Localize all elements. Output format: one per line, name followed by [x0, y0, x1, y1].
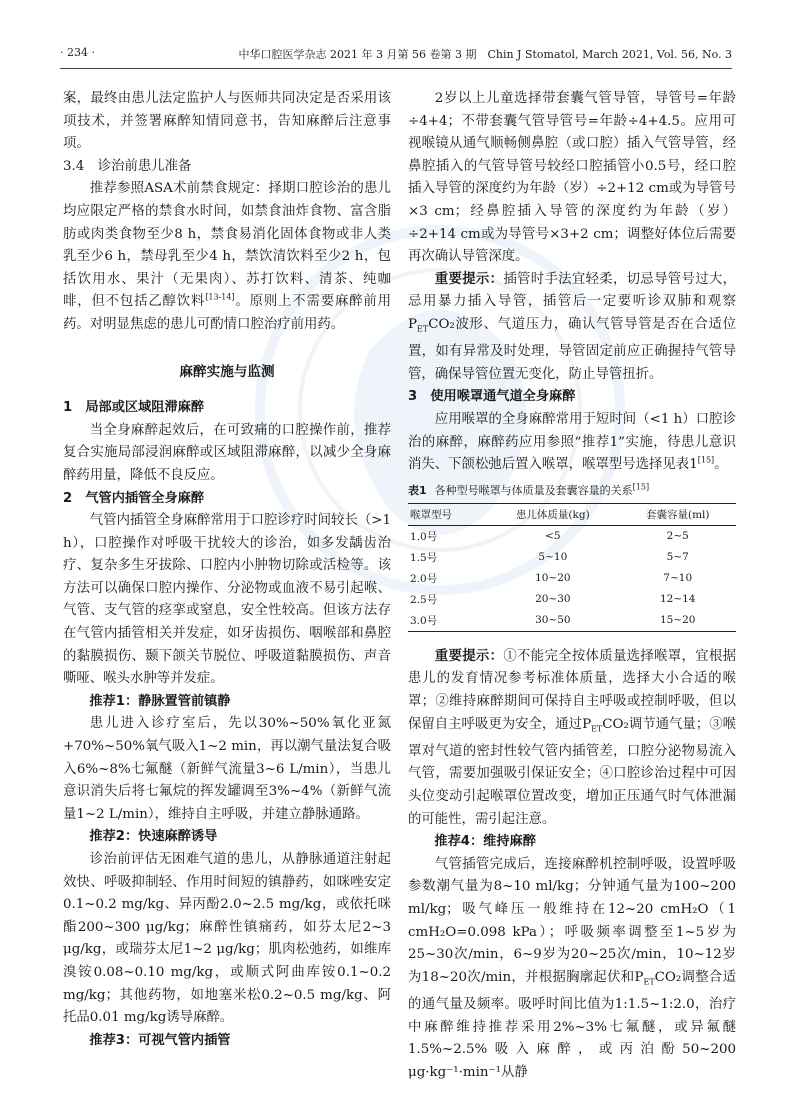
paragraph: 当全身麻醉起效后，在可致痛的口腔操作前，推荐复合实施局部浸润麻醉或区域阻滞麻醉，以减少全身麻醉药用量，降低不良反应。: [63, 422, 391, 483]
heading-laryngeal-mask: 3 使用喉罩通气道全身麻醉: [408, 389, 576, 405]
left-column: [63, 88, 391, 1052]
page-number: · 234 ·: [60, 46, 95, 59]
subsection-heading-3-4: 3.4 诊治前患儿准备: [63, 158, 192, 174]
paragraph: 患儿进入诊疗室后，先以30%~50%氧化亚氮+70%~50%氧气吸入1~2 min，再以潮气量法复合吸入6%~8%七氟醚（新鲜气流量3~6 L/min），当患儿意识消失后将七氟烷的挥发罐调至3%~4%（新鲜气流量1~2 L/min），维持自主呼吸，并建立静脉通路。: [63, 716, 391, 822]
heading-intubation: 2 气管内插管全身麻醉: [63, 490, 205, 506]
table-row: 1.0号 <5 2~5: [410, 530, 689, 543]
paragraph: 气管内插管全身麻醉常用于口腔诊疗时间较长（>1 h），口腔操作对呼吸干扰较大的诊治，如多发龋齿治疗、复杂多生牙拔除、口腔内小肿物切除或活检等。该方法可以确保口腔内操作、分泌物或血液不易引起喉、气管、支气管的痉挛或窒息，安全性较高。但该方法存在气管内插管相关并发症，如牙齿损伤、咽喉部和鼻腔的黏膜损伤、颞下颌关节脱位、呼吸道黏膜损伤、声音嘶哑、喉头水肿等并发症。: [63, 513, 391, 687]
page-header: [60, 46, 732, 66]
paragraph: 诊治前评估无困难气道的患儿，从静脉通道注射起效快、呼吸抑制轻、作用时间短的镇静药，如咪唑安定0.1~0.2 mg/kg、异丙酚2.0~2.5 mg/kg，或依托咪酯200~300 μg/kg；麻醉性镇痛药，如芬太尼2~3 μg/kg，或瑞芬太尼1~2 μg/kg；肌肉松弛药，如维库溴铵0.08~0.10 mg/kg，或顺式阿曲库铵0.1~0.2 mg/kg；其他药物，如地塞米松0.2~0.5 mg/kg、阿托品0.01 mg/kg诱导麻醉。: [63, 852, 391, 1026]
table-row: 2.5号 20~30 12~14: [410, 593, 696, 606]
journal-citation: 中华口腔医学杂志 2021 年 3 月第 56 卷第 3 期 Chin J Stomatol, March 2021, Vol. 56, No. 3: [238, 48, 732, 61]
table-row: 3.0号 30~50 15~20: [408, 610, 736, 632]
important-tip-2: 重要提示：①不能完全按体质量选择喉罩，宜根据患儿的发育情况参考标准体质量，选择大小合适的喉罩；②维持麻醉期间可保持自主呼吸或控制呼吸，但以保留自主呼吸更为安全，通过$P_{ET}CO_2$调节通气量；③喉罩对气道的密封性较气管内插管差，口腔分泌物易流入气管，需要加强吸引保证安全；④口腔诊治过程中可因头位变动引起喉罩位置改变，增加正压通气时气体泄漏的可能性，需引起注意。: [408, 648, 737, 827]
section-heading: 麻醉实施与监测: [179, 363, 275, 380]
recommendation-1-heading: 推荐1：静脉置管前镇静: [89, 693, 231, 709]
table-header-row: [408, 503, 736, 525]
column-header: 喉罩型号: [410, 508, 452, 521]
reference-mark: [13‑14]: [205, 292, 235, 302]
table-row: 2.0号 10~20 7~10: [410, 572, 693, 585]
right-column: [408, 88, 736, 1084]
paragraph: 应用喉罩的全身麻醉常用于短时间（<1 h）口腔诊治的麻醉，麻醉药应用参照“推荐1”实施，待患儿意识消失、下颌松弛后置入喉罩，喉罩型号选择见表1[15]。: [408, 411, 736, 473]
laryngeal-mask-table: [408, 503, 736, 632]
reference-mark: [15]: [697, 455, 715, 465]
paragraph-ventilation: 气管插管完成后，连接麻醉机控制呼吸，设置呼吸参数潮气量为8~10 ml/kg；分钟通气量为100~200 ml/kg；吸气峰压一般维持在12~20 cmH₂O（1 cmH₂O=0.098 kPa）；呼吸频率调整至1~5岁为25~30次/min，6~9岁为20~25次/min，10~12岁为18~20次/min，并根据胸廓起伏和$P_{ET}CO_2$调整合适的通气量及频率。吸呼时间比值为1:1.5~1:2.0，治疗中麻醉维持推荐采用2%~3%七氟醚，或异氟醚1.5%~2.5%吸入麻醉，或丙泊酚50~200 μg·kg⁻¹·min⁻¹从静: [408, 856, 736, 1080]
paragraph: 案，最终由患儿法定监护人与医师共同决定是否采用该项技术，并签署麻醉知情同意书，告知麻醉后注意事项。: [63, 91, 391, 152]
heading-local-anesthesia: 1 局部或区域阻滞麻醉: [63, 400, 205, 416]
recommendation-3-heading: 推荐3：可视气管内插管: [89, 1032, 231, 1048]
paragraph-fasting: 推荐参照ASA术前禁食规定：择期口腔诊治的患儿均应限定严格的禁食水时间，如禁食油炸食物、富含脂肪或肉类食物至少8 h，禁食易消化固体食物或非人类乳至少6 h，禁母乳至少4 h，禁饮清饮料至少2 h，包括饮用水、果汁（无果肉）、苏打饮料、清茶、纯咖啡，但不包括乙醇饮料[13‑14]。原则上不需要麻醉前用药。对明显焦虑的患儿可酌情口腔治疗前用药。: [63, 181, 392, 332]
column-header: 套囊容量(ml): [645, 508, 710, 521]
recommendation-4-heading: 推荐4：维持麻醉: [434, 834, 536, 850]
table-row: 1.5号 5~10 5~7: [410, 551, 689, 564]
recommendation-2-heading: 推荐2：快速麻醉诱导: [89, 829, 218, 845]
column-header: 患儿体质量(kg): [515, 508, 590, 521]
table-caption: 表1 各种型号喉罩与体质量及套囊容量的关系[15]: [408, 482, 650, 497]
header-rule: [60, 68, 732, 69]
important-tip-1: 重要提示：插管时手法宜轻柔，切忌导管号过大，忌用暴力插入导管，插管后一定要听诊双肺和观察$P_{ET}CO_2$波形、气道压力，确认气管导管是否在合适位置，如有异常及时处理，导管固定前应正确握持气管导管，确保导管位置无变化，防止导管扭折。: [408, 271, 737, 382]
paragraph: 2岁以上儿童选择带套囊气管导管，导管号=年龄÷4+4；不带套囊气管导管号=年龄÷4+4.5。应用可视喉镜从通气顺畅侧鼻腔（或口腔）插入气管导管，经鼻腔插入的气管导管号较经口腔插管小0.5号，经口腔插入导管的深度约为年龄（岁）÷2+12 cm或为导管号×3 cm；经鼻腔插入导管的深度约为年龄（岁）÷2+14 cm或为导管号×3+2 cm；调整好体位后需要再次确认导管深度。: [408, 91, 736, 265]
